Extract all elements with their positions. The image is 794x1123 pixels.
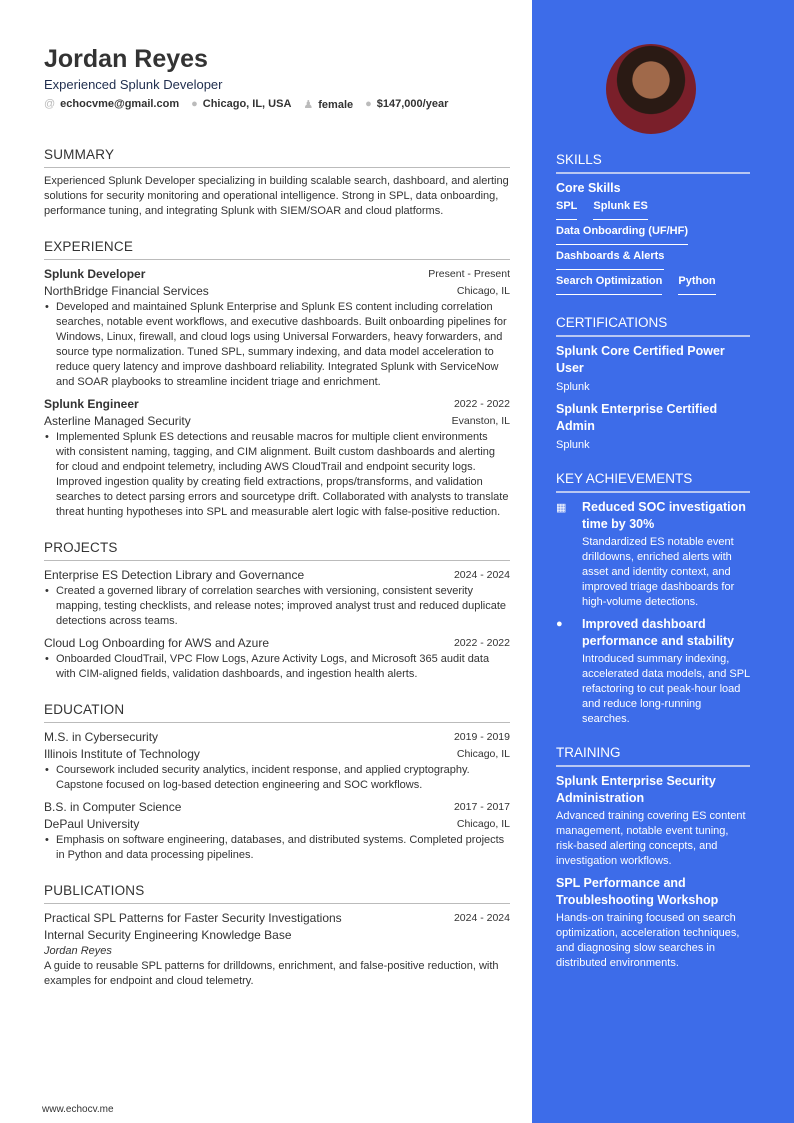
dates: 2019 - 2019 [453, 731, 510, 743]
training-text: Hands-on training focused on search optimization, acceleration techniques, and diagnosing slow searches in distributed environments. [556, 912, 740, 969]
training-entry [556, 773, 750, 869]
achievement-title: Reduced SOC investigation time by 30% [582, 500, 746, 531]
email: echocvme@gmail.com [60, 98, 180, 110]
certification-entry [556, 343, 750, 395]
publication-publisher: Internal Security Engineering Knowledge Base [44, 928, 292, 942]
footer-link[interactable]: www.echocv.me [42, 1104, 114, 1115]
training-entry [556, 875, 750, 971]
bar-chart-icon: ▦ [556, 502, 567, 514]
profile-photo [606, 44, 696, 134]
publication-text: A guide to reusable SPL patterns for drilldowns, enrichment, and false-positive reduction, with examples for endpoint and cloud telemetry. [44, 960, 499, 987]
person-icon: ♟ [303, 99, 314, 111]
certification-issuer: Splunk [556, 439, 590, 451]
bullet-item: • Implemented Splunk ES detections and reusable macros for multiple client environments with consistent naming, tagging, and CIM alignment. Built custom dashboards and alerting for cloud and endpoint telemetry, including AWS CloudTrail and endpoint security logs. Improved ingestion quality by creating field extractions, props/transforms, and validation searches to detect parsing errors and sourcetype drift. Collaborated with analysts to translate threat hunting hypotheses into SPL and measurable alert logic with false-positive reduction. [44, 430, 510, 520]
degree: B.S. in Computer Science [44, 800, 182, 814]
skill-chip: Dashboards & Alerts [556, 249, 664, 270]
entry-row [44, 746, 510, 763]
experience-entry [44, 396, 510, 520]
training-name: Splunk Enterprise Security Administration [556, 774, 716, 805]
location-pin-icon: ● [191, 98, 198, 110]
entry-row [44, 266, 510, 283]
project-name: Enterprise ES Detection Library and Governance [44, 568, 305, 582]
education-heading: EDUCATION [44, 702, 510, 723]
company: NorthBridge Financial Services [44, 284, 209, 298]
certifications-heading: CERTIFICATIONS [556, 315, 750, 337]
training-name: SPL Performance and Troubleshooting Workshop [556, 876, 719, 907]
bullet-list [44, 652, 510, 682]
dates: Present - Present [428, 268, 510, 280]
achievement-body [582, 616, 750, 727]
entry-row [44, 413, 510, 430]
bullet-list [44, 833, 510, 863]
publication-dates: 2024 - 2024 [453, 912, 510, 924]
project-entry [44, 567, 510, 629]
job-title: Experienced Splunk Developer [44, 77, 223, 92]
experience-entry [44, 266, 510, 390]
role: Splunk Developer [44, 267, 146, 281]
skill-chip: SPL [556, 199, 577, 220]
school: Illinois Institute of Technology [44, 747, 200, 761]
certification-issuer: Splunk [556, 381, 590, 393]
publication-title: Practical SPL Patterns for Faster Security Investigations [44, 911, 342, 925]
skill-chip: Search Optimization [556, 274, 662, 295]
skill-chip: Splunk ES [593, 199, 647, 220]
summary-heading: SUMMARY [44, 147, 510, 168]
salary: $147,000/year [376, 98, 449, 110]
certification-name: Splunk Core Certified Power User [556, 344, 725, 375]
entry-row [44, 816, 510, 833]
bullet-list [44, 430, 510, 520]
location: Chicago, IL [456, 285, 510, 297]
bullet-item: • Developed and maintained Splunk Enterprise and Splunk ES content including correlation searches, notable event workflows, and executive dashboards. Built onboarding pipelines for Windows, Linux, firewall, and cloud logs using Universal Forwarders, heavy forwarders, and source type normalization. Tuned SPL, summary indexing, and data model acceleration to reduce query latency and improve dashboard reliability. Integrated Splunk with ServiceNow and SOAR playbooks to streamline incident triage and enrichment. [44, 300, 510, 390]
entry-row [44, 729, 510, 746]
bullet-item: • Onboarded CloudTrail, VPC Flow Logs, Azure Activity Logs, and Microsoft 365 audit data with CIM-aligned fields, validation dashboards, and ingestion health alerts. [44, 652, 510, 682]
at-icon: @ [44, 98, 56, 110]
education-entry [44, 729, 510, 793]
role: Splunk Engineer [44, 397, 139, 411]
achievements-heading: KEY ACHIEVEMENTS [556, 471, 750, 493]
experience-heading: EXPERIENCE [44, 239, 510, 260]
candidate-name: Jordan Reyes [44, 45, 208, 73]
dates: 2022 - 2022 [453, 637, 510, 649]
certification-entry [556, 401, 750, 453]
bullet-list [44, 584, 510, 629]
bullet-list [44, 300, 510, 390]
skill-chip: Data Onboarding (UF/HF) [556, 224, 688, 245]
achievement-entry [556, 499, 750, 610]
training-text: Advanced training covering ES content management, notable event tuning, risk-based alerting concepts, and investigation workflows. [556, 810, 746, 867]
skills-heading: SKILLS [556, 152, 750, 174]
bullet-list [44, 763, 510, 793]
sidebar [532, 0, 794, 1123]
location: Evanston, IL [451, 415, 510, 427]
summary-text: Experienced Splunk Developer specializing in building scalable search, dashboard, and alerting solutions for security monitoring and operational intelligence. Strong in SPL, data onboarding, performance tuning, and integrating Splunk with SIEM/SOAR and cloud platforms. [44, 175, 509, 217]
skills-list [556, 199, 750, 295]
achievement-text: Introduced summary indexing, accelerated data models, and SPL refactoring to cut peak-hour load and reduce long-running searches. [582, 653, 750, 725]
project-entry [44, 635, 510, 682]
location: Chicago, IL [456, 748, 510, 760]
achievement-entry [556, 616, 750, 727]
projects-heading: PROJECTS [44, 540, 510, 561]
contact-info [44, 98, 510, 111]
company: Asterline Managed Security [44, 414, 191, 428]
project-name: Cloud Log Onboarding for AWS and Azure [44, 636, 270, 650]
skill-chip: Python [678, 274, 715, 295]
school: DePaul University [44, 817, 140, 831]
bullet-item: • Emphasis on software engineering, databases, and distributed systems. Completed projects in Python and data processing pipelines. [44, 833, 510, 863]
main-column [44, 44, 510, 989]
skills-group: Core Skills [556, 181, 621, 195]
bullet-item: • Coursework included security analytics, incident response, and applied cryptography. Capstone focused on log-based detection engineering and SOC workflows. [44, 763, 510, 793]
entry-row [44, 396, 510, 413]
achievement-title: Improved dashboard performance and stability [582, 617, 735, 648]
location: Chicago, IL [456, 818, 510, 830]
entry-row [44, 635, 510, 652]
education-entry [44, 799, 510, 863]
location: Chicago, IL, USA [202, 98, 292, 110]
degree: M.S. in Cybersecurity [44, 730, 159, 744]
publications-heading: PUBLICATIONS [44, 883, 510, 904]
achievement-text: Standardized ES notable event drilldowns, enriched alerts with asset and identity context, and improved triage dashboards for high-volume detections. [582, 536, 735, 608]
chat-bubble-icon: ● [556, 618, 563, 630]
entry-row [44, 283, 510, 300]
bullet-item: • Created a governed library of correlation searches with versioning, consistent severity mapping, testing checklists, and release notes; improved analyst trust and reduced duplicate detections across teams. [44, 584, 510, 629]
publication-entry [44, 910, 510, 989]
dates: 2024 - 2024 [453, 569, 510, 581]
achievement-body [582, 499, 750, 610]
certification-name: Splunk Enterprise Certified Admin [556, 402, 718, 433]
entry-row [44, 567, 510, 584]
publication-author: Jordan Reyes [44, 945, 112, 957]
money-icon: ● [365, 98, 372, 110]
gender: female [318, 99, 354, 111]
dates: 2022 - 2022 [453, 398, 510, 410]
dates: 2017 - 2017 [453, 801, 510, 813]
training-heading: TRAINING [556, 745, 750, 767]
entry-row [44, 799, 510, 816]
